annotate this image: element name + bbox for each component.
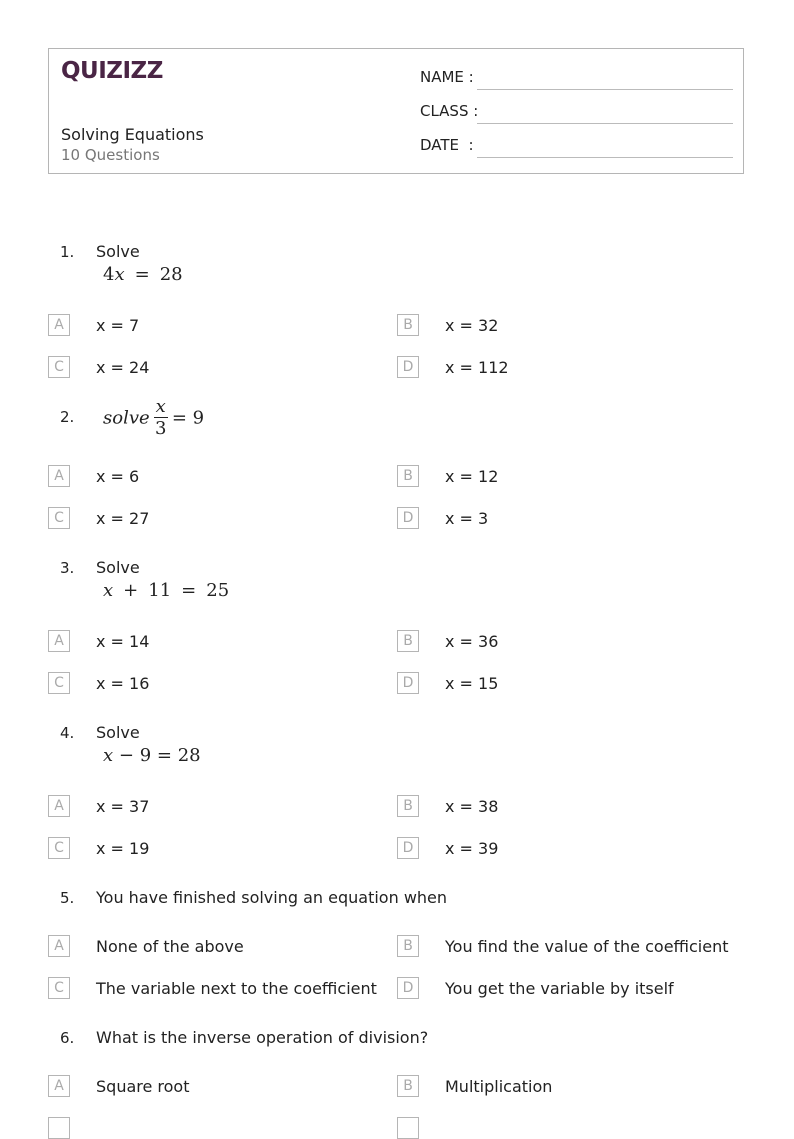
name-line[interactable]	[477, 89, 733, 90]
option-letter-partial[interactable]	[48, 1117, 70, 1139]
question-number: 6.	[60, 1029, 75, 1047]
question-equation: x + 11 = 25	[103, 580, 230, 601]
option-text: x = 32	[445, 316, 499, 335]
option-letter[interactable]: D	[397, 672, 419, 694]
option-letter[interactable]: B	[397, 935, 419, 957]
option-text: None of the above	[96, 937, 244, 956]
option-letter[interactable]: C	[48, 507, 70, 529]
class-line[interactable]	[477, 123, 733, 124]
option-text: x = 39	[445, 839, 499, 858]
question-text: What is the inverse operation of division?	[96, 1028, 429, 1047]
option-text: x = 3	[445, 509, 489, 528]
option-text: You get the variable by itself	[445, 979, 674, 998]
question-number: 2.	[60, 408, 75, 426]
option-text: Square root	[96, 1077, 190, 1096]
question-count: 10 Questions	[61, 146, 160, 164]
option-letter[interactable]: C	[48, 977, 70, 999]
option-letter[interactable]: A	[48, 935, 70, 957]
worksheet-title: Solving Equations	[61, 125, 204, 144]
date-label: DATE :	[420, 136, 474, 154]
option-letter[interactable]: B	[397, 465, 419, 487]
option-text: Multiplication	[445, 1077, 553, 1096]
question-number: 4.	[60, 724, 75, 742]
option-text: x = 27	[96, 509, 150, 528]
option-letter[interactable]: C	[48, 672, 70, 694]
option-letter[interactable]: C	[48, 837, 70, 859]
question-equation: x − 9 = 28	[103, 745, 201, 766]
option-text: x = 16	[96, 674, 150, 693]
option-letter[interactable]: B	[397, 1075, 419, 1097]
option-text: x = 12	[445, 467, 499, 486]
date-line[interactable]	[477, 157, 733, 158]
option-text: x = 15	[445, 674, 499, 693]
option-text: x = 6	[96, 467, 140, 486]
question-equation: 4x = 28	[103, 264, 183, 285]
option-letter[interactable]: A	[48, 465, 70, 487]
question-equation: solve $\frac{x}{3}$ = 9	[103, 396, 205, 439]
question-number: 5.	[60, 889, 75, 907]
class-label: CLASS :	[420, 102, 479, 120]
option-letter[interactable]: B	[397, 630, 419, 652]
question-number: 1.	[60, 243, 75, 261]
option-letter[interactable]: D	[397, 837, 419, 859]
option-text: x = 36	[445, 632, 499, 651]
option-letter[interactable]: D	[397, 977, 419, 999]
question-text: Solve	[96, 242, 140, 261]
option-text: x = 14	[96, 632, 150, 651]
option-text: x = 7	[96, 316, 140, 335]
option-text: You find the value of the coefficient	[445, 937, 729, 956]
option-letter[interactable]: A	[48, 630, 70, 652]
option-text: x = 38	[445, 797, 499, 816]
option-text: x = 112	[445, 358, 509, 377]
question-text: Solve	[96, 558, 140, 577]
option-letter[interactable]: B	[397, 795, 419, 817]
option-letter-partial[interactable]	[397, 1117, 419, 1139]
option-letter[interactable]: D	[397, 507, 419, 529]
option-text: x = 37	[96, 797, 150, 816]
option-text: x = 19	[96, 839, 150, 858]
option-letter[interactable]: A	[48, 314, 70, 336]
question-number: 3.	[60, 559, 75, 577]
question-text: You have finished solving an equation when	[96, 888, 448, 907]
option-text: The variable next to the coefficient	[96, 979, 377, 998]
option-letter[interactable]: A	[48, 795, 70, 817]
question-text: Solve	[96, 723, 140, 742]
option-letter[interactable]: A	[48, 1075, 70, 1097]
option-text: x = 24	[96, 358, 150, 377]
quizizz-logo: QUIZIZZ	[61, 58, 163, 84]
option-letter[interactable]: D	[397, 356, 419, 378]
option-letter[interactable]: B	[397, 314, 419, 336]
option-letter[interactable]: C	[48, 356, 70, 378]
name-label: NAME :	[420, 68, 474, 86]
